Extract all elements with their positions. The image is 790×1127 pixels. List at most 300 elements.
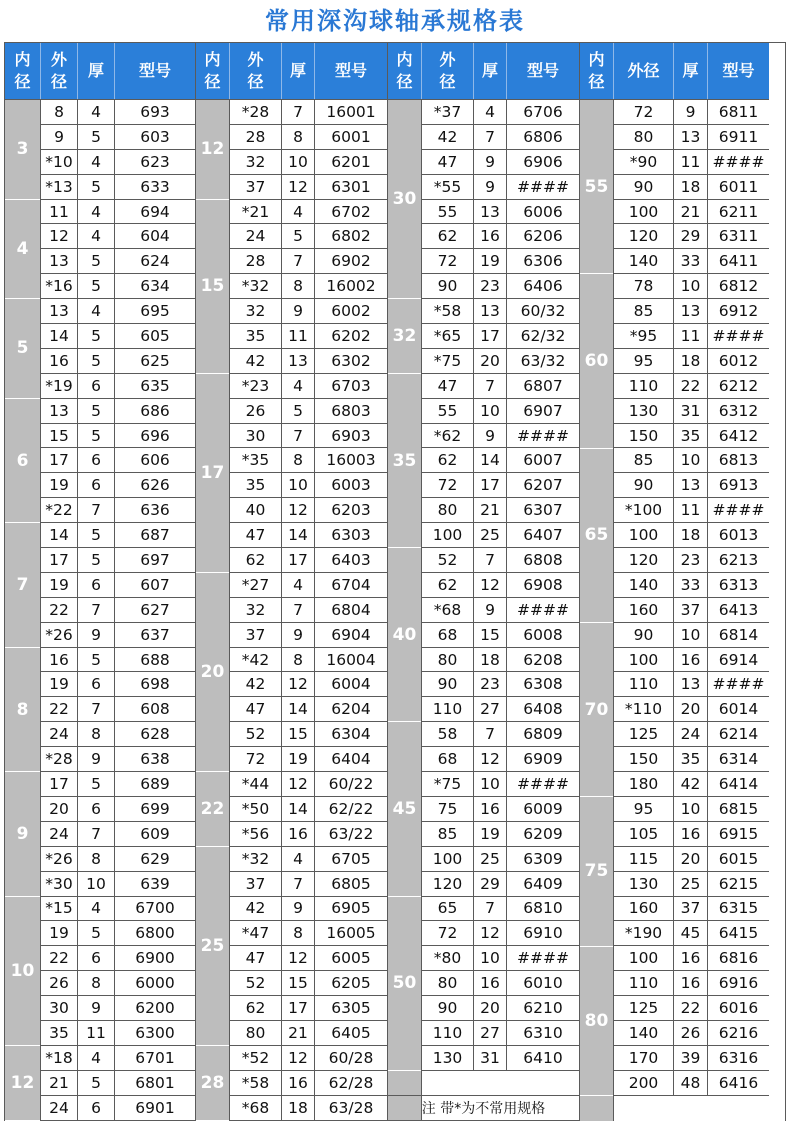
thickness-cell: 7 (474, 125, 507, 149)
thickness-cell: 13 (674, 672, 708, 696)
header-row (196, 43, 387, 100)
table-row (614, 897, 769, 922)
outer-diameter-cell: 42 (422, 125, 474, 149)
outer-diameter-cell: *26 (41, 847, 78, 871)
thickness-cell: 14 (474, 448, 507, 472)
model-cell: 60/32 (520, 302, 566, 321)
model-cell: 699 (140, 799, 170, 818)
table-row (422, 971, 579, 996)
outer-diameter-cell: 120 (422, 872, 474, 896)
thickness-cell: 5 (78, 125, 115, 149)
thickness-cell: 10 (282, 473, 315, 497)
rows-column (230, 100, 387, 1121)
table-row (41, 349, 195, 374)
model-cell: 6016 (718, 999, 759, 1017)
header-label: 径 (247, 72, 264, 91)
thickness-cell: 12 (282, 772, 315, 796)
outer-diameter-cell: 37 (230, 175, 282, 199)
table-row (230, 448, 387, 473)
outer-diameter-cell: 35 (230, 324, 282, 348)
table-row (41, 523, 195, 548)
outer-diameter-cell: 28 (230, 125, 282, 149)
thickness-cell: 12 (474, 921, 507, 945)
model-cell: 6204 (331, 700, 371, 719)
outer-diameter-cell: 100 (614, 200, 674, 224)
outer-diameter-cell: *13 (41, 175, 78, 199)
model-cell: 6916 (718, 974, 759, 993)
outer-diameter-cell: *23 (230, 374, 282, 398)
outer-diameter-cell: 90 (614, 473, 674, 497)
model-cell: 6809 (523, 725, 563, 744)
model-cell: 6801 (135, 1073, 175, 1092)
outer-diameter-cell: *58 (422, 299, 474, 323)
thickness-cell: 45 (674, 921, 708, 945)
table-row (614, 946, 769, 971)
thickness-cell: 4 (282, 200, 315, 224)
table-section (196, 43, 388, 1121)
thickness-cell: 6 (78, 448, 115, 472)
table-row (614, 623, 769, 648)
table-row (41, 897, 195, 922)
thickness-cell: 25 (474, 523, 507, 547)
table-row (422, 200, 579, 225)
outer-diameter-cell: 17 (41, 548, 78, 572)
thickness-cell: 10 (674, 623, 708, 647)
model-cell: 6009 (523, 799, 563, 818)
model-cell: 6705 (331, 849, 371, 868)
header-label: 径 (396, 72, 413, 91)
outer-diameter-cell: *90 (614, 150, 674, 174)
thickness-cell: 18 (474, 648, 507, 672)
model-cell: 6311 (718, 227, 759, 246)
thickness-cell: 15 (282, 971, 315, 995)
thickness-cell: 10 (474, 946, 507, 970)
outer-diameter-cell: 110 (614, 971, 674, 995)
model-cell: #### (517, 177, 569, 196)
thickness-cell: 29 (674, 224, 708, 248)
outer-diameter-cell: *35 (230, 448, 282, 472)
outer-diameter-cell: *50 (230, 797, 282, 821)
table-row (422, 822, 579, 847)
thickness-cell: 10 (474, 772, 507, 796)
thickness-cell: 5 (78, 424, 115, 448)
table-row (614, 648, 769, 673)
thickness-cell: 14 (282, 523, 315, 547)
model-cell: 6005 (331, 949, 371, 968)
outer-diameter-cell: 9 (41, 125, 78, 149)
outer-diameter-cell: *32 (230, 847, 282, 871)
header-label: 厚 (481, 61, 498, 80)
thickness-cell: 11 (674, 498, 708, 522)
model-cell: 6205 (331, 974, 371, 993)
model-cell: 6903 (331, 426, 371, 445)
header-label: 径 (588, 72, 605, 91)
outer-diameter-cell: 17 (41, 448, 78, 472)
table-row (614, 772, 769, 797)
table-row (614, 274, 769, 299)
thickness-cell: 27 (474, 1021, 507, 1045)
model-cell: 6406 (523, 277, 563, 296)
model-cell: 628 (140, 725, 170, 744)
table-row (422, 697, 579, 722)
model-cell: 6409 (523, 874, 563, 893)
bore-cell: 65 (580, 449, 613, 623)
bore-cell: 75 (580, 797, 613, 946)
outer-diameter-cell: 110 (422, 697, 474, 721)
table-row (41, 473, 195, 498)
model-cell: 6909 (523, 750, 563, 769)
model-cell: 623 (140, 152, 170, 171)
model-cell: 6004 (331, 675, 371, 694)
thickness-cell: 10 (674, 448, 708, 472)
bore-column (196, 100, 230, 1121)
thickness-cell: 6 (78, 573, 115, 597)
section-body (388, 100, 579, 1121)
model-cell: 6405 (331, 1023, 371, 1042)
table-section (5, 43, 196, 1121)
thickness-cell: 4 (282, 374, 315, 398)
table-row (614, 498, 769, 523)
outer-diameter-cell: 72 (614, 100, 674, 124)
model-cell: #### (712, 326, 765, 345)
bore-cell: 25 (196, 847, 229, 1046)
model-cell: 6214 (718, 725, 759, 744)
thickness-cell: 7 (78, 697, 115, 721)
model-cell: 624 (140, 252, 170, 271)
table-row (41, 598, 195, 623)
model-cell: 6403 (331, 550, 371, 569)
table-row (422, 573, 579, 598)
thickness-cell: 6 (78, 797, 115, 821)
outer-diameter-cell: 150 (614, 424, 674, 448)
table-row (41, 996, 195, 1021)
thickness-cell: 23 (474, 672, 507, 696)
thickness-cell: 6 (78, 946, 115, 970)
thickness-cell: 22 (674, 374, 708, 398)
model-cell: 63/22 (328, 824, 374, 843)
thickness-cell: 10 (282, 150, 315, 174)
outer-diameter-cell: 52 (230, 722, 282, 746)
outer-diameter-cell: 68 (422, 623, 474, 647)
thickness-cell: 5 (78, 1071, 115, 1095)
outer-diameter-cell: 15 (41, 424, 78, 448)
thickness-cell: 5 (282, 399, 315, 423)
header-label: 外 (439, 50, 456, 69)
thickness-cell: 6 (78, 1096, 115, 1120)
outer-diameter-cell: *95 (614, 324, 674, 348)
header-label: 型号 (722, 61, 755, 80)
outer-diameter-cell: 35 (230, 473, 282, 497)
outer-diameter-cell: 42 (230, 349, 282, 373)
bore-cell: 7 (5, 523, 40, 648)
thickness-cell: 4 (78, 299, 115, 323)
outer-diameter-cell: 17 (41, 772, 78, 796)
table-row (614, 349, 769, 374)
model-cell: 6309 (523, 849, 563, 868)
thickness-cell: 6 (78, 672, 115, 696)
outer-diameter-cell: 62 (230, 996, 282, 1020)
outer-diameter-cell: *75 (422, 349, 474, 373)
bore-cell: 8 (5, 648, 40, 773)
model-cell: 6203 (331, 501, 371, 520)
table-row (614, 697, 769, 722)
header-label: 厚 (289, 61, 306, 80)
outer-diameter-cell: 13 (41, 299, 78, 323)
thickness-cell: 19 (474, 822, 507, 846)
table-row (230, 1096, 387, 1121)
thickness-cell: 5 (78, 274, 115, 298)
outer-diameter-cell: *15 (41, 897, 78, 921)
table-row (422, 175, 579, 200)
header-cell (674, 43, 708, 99)
thickness-cell: 8 (78, 722, 115, 746)
table-section (580, 43, 769, 1121)
page-title: 常用深沟球轴承规格表 (265, 7, 525, 35)
outer-diameter-cell: 160 (614, 897, 674, 921)
table-row (422, 772, 579, 797)
outer-diameter-cell: 37 (230, 872, 282, 896)
thickness-cell: 9 (282, 299, 315, 323)
outer-diameter-cell: 115 (614, 847, 674, 871)
outer-diameter-cell: *10 (41, 150, 78, 174)
table-row (41, 548, 195, 573)
thickness-cell: 5 (78, 399, 115, 423)
outer-diameter-cell: 72 (230, 747, 282, 771)
blank-cell (388, 1071, 579, 1096)
outer-diameter-cell: 28 (230, 249, 282, 273)
thickness-cell: 8 (282, 448, 315, 472)
model-cell: 687 (140, 526, 170, 545)
table-row (614, 672, 769, 697)
outer-diameter-cell: 180 (614, 772, 674, 796)
outer-diameter-cell: 100 (422, 847, 474, 871)
thickness-cell: 13 (674, 299, 708, 323)
outer-diameter-cell: 110 (422, 1021, 474, 1045)
table-row (230, 872, 387, 897)
outer-diameter-cell: *190 (614, 921, 674, 945)
outer-diameter-cell: 24 (41, 1096, 78, 1120)
outer-diameter-cell: *26 (41, 623, 78, 647)
table-row (422, 1046, 579, 1071)
table-row (230, 623, 387, 648)
outer-diameter-cell: *52 (230, 1046, 282, 1070)
model-cell: 6201 (331, 152, 371, 171)
rows-column (422, 100, 579, 1121)
section-body (5, 100, 195, 1121)
table-row (230, 1046, 387, 1071)
outer-diameter-cell: 22 (41, 697, 78, 721)
table-row (614, 548, 769, 573)
model-cell: 6911 (718, 127, 759, 146)
model-cell: 6901 (135, 1098, 175, 1117)
table-row (41, 921, 195, 946)
outer-diameter-cell: *37 (422, 100, 474, 124)
header-label: 厚 (87, 61, 104, 80)
thickness-cell: 19 (282, 747, 315, 771)
table-row (230, 897, 387, 922)
header-label: 内 (588, 50, 605, 69)
model-cell: 6308 (523, 675, 563, 694)
thickness-cell: 5 (78, 324, 115, 348)
model-cell: 6216 (718, 1023, 759, 1042)
table-row (41, 822, 195, 847)
model-cell: 625 (140, 351, 170, 370)
model-cell: 62/22 (328, 799, 374, 818)
model-cell: 6007 (523, 451, 563, 470)
thickness-cell: 12 (282, 672, 315, 696)
thickness-cell: 23 (474, 274, 507, 298)
table-row (422, 648, 579, 673)
thickness-cell: 4 (474, 100, 507, 124)
outer-diameter-cell: 14 (41, 324, 78, 348)
model-cell: 639 (140, 874, 170, 893)
thickness-cell: 9 (474, 175, 507, 199)
model-cell: 633 (140, 177, 170, 196)
table-row (614, 424, 769, 449)
thickness-cell: 8 (78, 971, 115, 995)
table-row (41, 175, 195, 200)
table-row (41, 100, 195, 125)
outer-diameter-cell: 160 (614, 598, 674, 622)
model-cell: 693 (140, 102, 170, 121)
model-cell: 6800 (135, 924, 175, 943)
header-cell (5, 43, 41, 99)
thickness-cell: 7 (282, 249, 315, 273)
table-row (614, 224, 769, 249)
header-cell (41, 43, 78, 99)
thickness-cell: 4 (282, 573, 315, 597)
table-row (614, 399, 769, 424)
table-row (41, 224, 195, 249)
header-cell (196, 43, 230, 99)
bore-cell: 9 (5, 772, 40, 897)
table-row (230, 175, 387, 200)
thickness-cell: 5 (78, 648, 115, 672)
table-row (230, 722, 387, 747)
model-cell: 695 (140, 302, 170, 321)
thickness-cell: 9 (282, 623, 315, 647)
outer-diameter-cell: 47 (230, 697, 282, 721)
bore-cell: 3 (5, 100, 40, 200)
outer-diameter-cell: 140 (614, 249, 674, 273)
table-row (41, 399, 195, 424)
thickness-cell: 5 (282, 224, 315, 248)
model-cell: 6001 (331, 127, 371, 146)
header-label: 内 (204, 50, 221, 69)
bore-cell: 50 (388, 897, 421, 1071)
outer-diameter-cell: *62 (422, 424, 474, 448)
table-row (614, 324, 769, 349)
header-cell (78, 43, 115, 99)
thickness-cell: 20 (674, 697, 708, 721)
model-cell: 6215 (718, 874, 759, 893)
table-row (614, 1021, 769, 1046)
outer-diameter-cell: 90 (614, 623, 674, 647)
table-row (422, 797, 579, 822)
thickness-cell: 7 (474, 722, 507, 746)
table-row (230, 523, 387, 548)
outer-diameter-cell: 65 (422, 897, 474, 921)
outer-diameter-cell: 80 (422, 971, 474, 995)
thickness-cell: 7 (474, 374, 507, 398)
outer-diameter-cell: 95 (614, 797, 674, 821)
header-label: 径 (50, 72, 67, 91)
thickness-cell: 4 (78, 1046, 115, 1070)
outer-diameter-cell: 47 (422, 150, 474, 174)
model-cell: 6013 (718, 526, 759, 545)
thickness-cell: 7 (78, 822, 115, 846)
thickness-cell: 17 (282, 996, 315, 1020)
thickness-cell: 7 (282, 424, 315, 448)
model-cell: 635 (140, 376, 170, 395)
header-cell (614, 43, 674, 99)
outer-diameter-cell: 37 (230, 623, 282, 647)
outer-diameter-cell: 21 (41, 1071, 78, 1095)
outer-diameter-cell: 19 (41, 672, 78, 696)
model-cell: #### (712, 675, 765, 694)
table-row (614, 1046, 769, 1071)
outer-diameter-cell: 100 (422, 523, 474, 547)
outer-diameter-cell: *19 (41, 374, 78, 398)
model-cell: 6912 (718, 302, 759, 321)
table-row (230, 349, 387, 374)
thickness-cell: 10 (78, 872, 115, 896)
outer-diameter-cell: 100 (614, 648, 674, 672)
table-row (614, 847, 769, 872)
table-row (230, 573, 387, 598)
table-row (230, 1071, 387, 1096)
thickness-cell: 20 (474, 996, 507, 1020)
thickness-cell: 16 (674, 822, 708, 846)
thickness-cell: 25 (474, 847, 507, 871)
model-cell: 16004 (326, 650, 376, 669)
table-row (614, 971, 769, 996)
model-cell: 6408 (523, 700, 563, 719)
model-cell: 6812 (718, 277, 759, 296)
table-row (230, 672, 387, 697)
outer-diameter-cell: 100 (614, 523, 674, 547)
model-cell: 6915 (718, 824, 759, 843)
table-row (230, 1021, 387, 1046)
table-row (422, 747, 579, 772)
model-cell: 6802 (331, 227, 371, 246)
model-cell: #### (712, 152, 765, 171)
outer-diameter-cell: 26 (230, 399, 282, 423)
model-cell: 6902 (331, 252, 371, 271)
bore-cell: 10 (5, 897, 40, 1046)
model-cell: 6012 (718, 351, 759, 370)
table-row (41, 573, 195, 598)
model-cell: 6213 (718, 550, 759, 569)
outer-diameter-cell: 100 (614, 946, 674, 970)
table-row (41, 797, 195, 822)
outer-diameter-cell: 24 (41, 822, 78, 846)
model-cell: 6700 (135, 899, 175, 918)
outer-diameter-cell: *28 (41, 747, 78, 771)
thickness-cell: 16 (674, 946, 708, 970)
model-cell: 697 (140, 550, 170, 569)
outer-diameter-cell: *27 (230, 573, 282, 597)
thickness-cell: 33 (674, 573, 708, 597)
outer-diameter-cell: 20 (41, 797, 78, 821)
model-cell: 6006 (523, 202, 563, 221)
outer-diameter-cell: 125 (614, 722, 674, 746)
table-row (41, 374, 195, 399)
model-cell: 6307 (523, 501, 563, 520)
thickness-cell: 17 (474, 324, 507, 348)
table-row (422, 224, 579, 249)
bore-cell: 60 (580, 274, 613, 448)
